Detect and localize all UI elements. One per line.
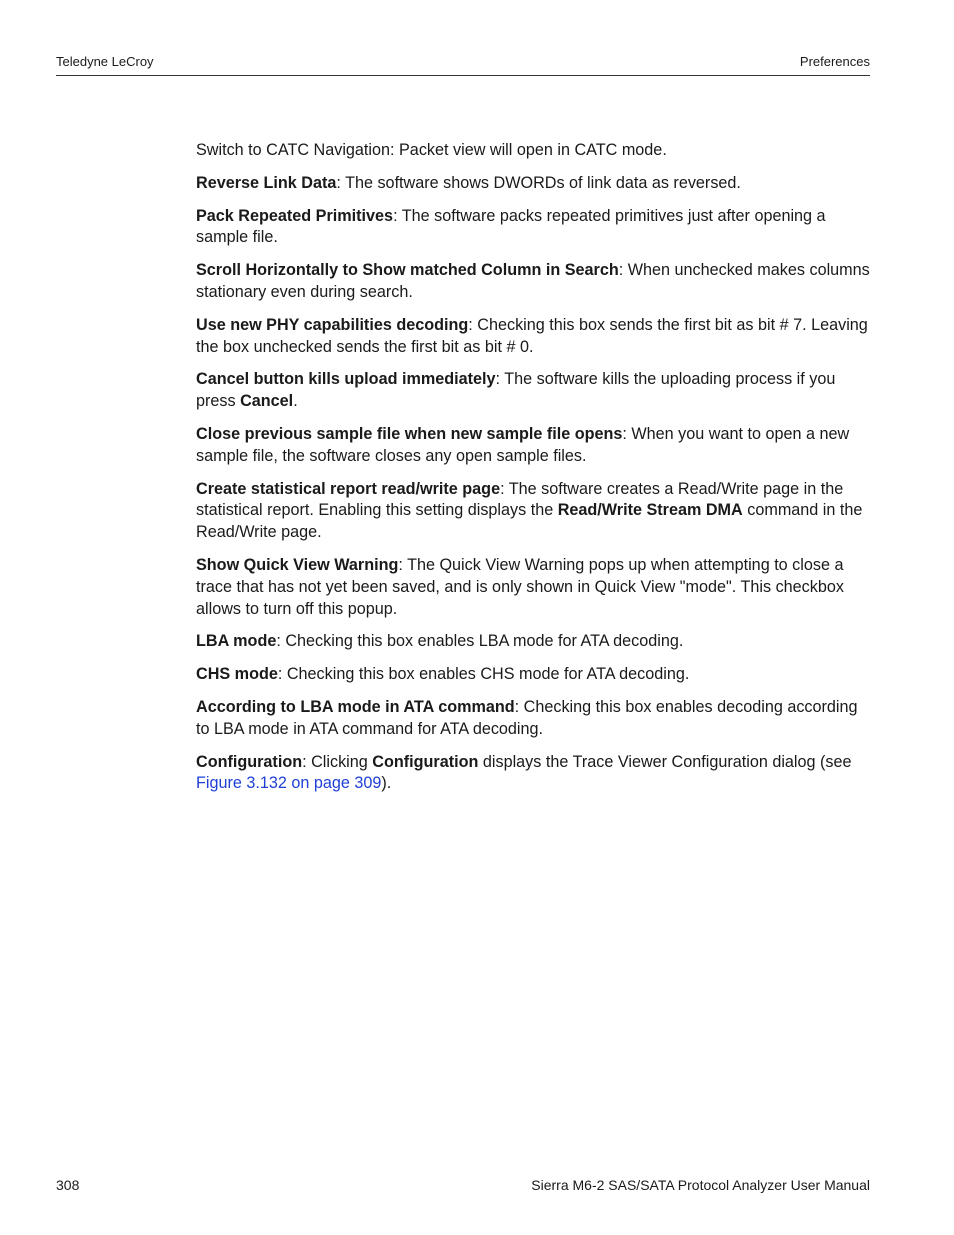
item-text: : The software creates a Read/Write page in the statistical report. Enabling this setting displays the [196,479,844,520]
item-catc-navigation [196,140,870,162]
item-text: : When you want to open a new sample file, the software closes any open sample files. [196,424,850,465]
item-text-tail: displays the Trace Viewer Configuration dialog (see [478,752,852,771]
item-term: Cancel button kills upload immediately [196,370,496,389]
item-text-tail: . [293,392,298,411]
item-term: Reverse Link Data [196,173,337,192]
item-text: : The Quick View Warning pops up when attempting to close a trace that has not yet been saved, and is only shown in Quick View "mode". This checkbox allows to turn off this popup. [196,555,844,618]
item-scroll-horizontally [196,260,870,304]
item-text-end: ). [381,774,392,793]
item-close-previous-sample [196,424,870,468]
item-text: Switch to CATC Navigation: Packet view will open in CATC mode. [196,141,667,159]
item-cancel-button-kills-upload [196,369,870,413]
item-configuration [196,752,870,796]
page-number: 308 [56,1177,80,1193]
item-bold-inline: Cancel [240,392,294,411]
item-chs-mode [196,664,870,686]
item-text: : Checking this box enables LBA mode for ATA decoding. [276,632,684,651]
header-section: Preferences [799,54,870,69]
manual-title: Sierra M6-2 SAS/SATA Protocol Analyzer User Manual [531,1177,870,1193]
item-text: : Checking this box sends the first bit as bit # 7. Leaving the box unchecked sends the first bit as bit # 0. [196,315,868,356]
item-term: Show Quick View Warning [196,555,399,574]
item-lba-ata-command [196,697,870,741]
header-company: Teledyne LeCroy [56,54,154,69]
item-text: : When unchecked makes columns stationary even during search. [196,261,870,301]
item-term: CHS mode [196,665,278,684]
item-term: Configuration [196,752,303,771]
item-text-tail: command in the Read/Write page. [196,501,863,542]
item-term: Create statistical report read/write page [196,479,501,498]
item-term: According to LBA mode in ATA command [196,697,515,716]
item-term: Use new PHY capabilities decoding [196,315,469,334]
item-text: : The software kills the uploading process if you press [196,370,836,411]
item-text: : Checking this box enables CHS mode for ATA decoding. [277,665,690,684]
item-phy-capabilities [196,315,870,359]
item-text: : The software shows DWORDs of link data as reversed. [336,173,741,192]
preferences-description [196,140,870,806]
item-term: LBA mode [196,632,277,651]
item-pack-repeated-primitives [196,206,870,250]
item-text: : The software packs repeated primitives just after opening a sample file. [196,206,826,247]
figure-reference-link[interactable]: Figure 3.132 on page 309 [196,774,382,793]
item-bold-inline: Configuration [372,752,479,771]
item-text: : Checking this box enables decoding according to LBA mode in ATA command for ATA decoding. [196,697,858,738]
item-bold-inline: Read/Write Stream DMA [557,501,743,520]
page-header [56,53,870,76]
item-term: Close previous sample file when new sample file opens [196,424,623,443]
item-text: : Clicking [302,752,373,771]
item-lba-mode [196,631,870,653]
item-term: Pack Repeated Primitives [196,206,394,225]
item-statistical-report [196,479,870,544]
item-term: Scroll Horizontally to Show matched Column in Search [196,261,619,280]
item-reverse-link-data [196,173,870,195]
item-quick-view-warning [196,555,870,620]
